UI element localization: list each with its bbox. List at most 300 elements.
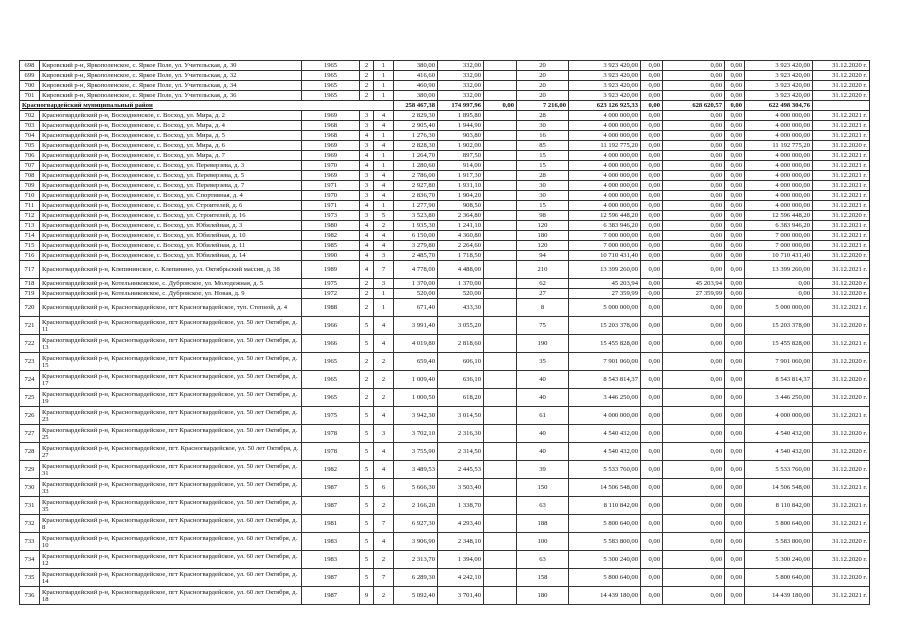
table-row — [20, 161, 870, 171]
residents-cell: 30 — [517, 121, 569, 131]
row-number-cell: 707 — [20, 161, 40, 171]
deadline-date-cell: 31.12.2021 г. — [813, 121, 870, 131]
living-area-cell: 4 293,40 — [438, 515, 484, 533]
row-number-cell: 721 — [20, 317, 40, 335]
owner-funds-cell: 0,00 — [745, 279, 813, 289]
address-cell: Красногвардейский р-н, Красногвардейское, пгт Красногвардейское, ул. 60 лет Октября, д. 10 — [40, 533, 302, 551]
table-row — [20, 371, 870, 389]
living-area-cell: 2 314,50 — [438, 443, 484, 461]
owner-funds-cell: 0,00 — [745, 289, 813, 299]
nonliving-area-cell — [484, 111, 517, 121]
address-cell: Красногвардейский р-н, Клепининское, с. Клепинино, ул. Октябрьский массив, д. 38 — [40, 261, 302, 279]
floors-cell: 5 — [360, 533, 374, 551]
residents-cell: 30 — [517, 181, 569, 191]
entrances-cell: 7 — [374, 569, 394, 587]
total-cost-cell: 5 800 640,00 — [569, 569, 641, 587]
owner-funds-cell: 7 000 000,00 — [745, 241, 813, 251]
residents-cell: 16 — [517, 131, 569, 141]
total-cost-cell: 4 540 432,00 — [569, 425, 641, 443]
address-cell: Красногвардейский р-н, Восходненское, с. Восход, ул. Юбилейная, д. 14 — [40, 251, 302, 261]
build-year-cell: 1969 — [302, 151, 360, 161]
build-year-cell: 1966 — [302, 317, 360, 335]
total-cost-cell: 10 710 431,40 — [569, 251, 641, 261]
nonliving-area-cell — [484, 335, 517, 353]
living-area-cell: 3 014,50 — [438, 407, 484, 425]
deadline-date-cell: 31.12.2021 г. — [813, 407, 870, 425]
deadline-date-cell: 31.12.2020 г. — [813, 461, 870, 479]
fund-2-cell: 0,00 — [663, 425, 725, 443]
living-area-cell: 4 360,80 — [438, 231, 484, 241]
entrances-cell: 2 — [374, 221, 394, 231]
entrances-cell: 1 — [374, 91, 394, 101]
total-area-cell: 520,00 — [394, 289, 438, 299]
fund-1-cell: 0,00 — [641, 161, 663, 171]
floors-cell: 3 — [360, 141, 374, 151]
table-row — [20, 353, 870, 371]
deadline-date-cell: 31.12.2021 г. — [813, 587, 870, 605]
fund-1-cell: 0,00 — [641, 371, 663, 389]
nonliving-area-cell — [484, 289, 517, 299]
total-cost-cell: 6 383 946,20 — [569, 221, 641, 231]
living-area-cell: 618,20 — [438, 389, 484, 407]
nonliving-area-cell — [484, 171, 517, 181]
deadline-date-cell: 31.12.2020 г. — [813, 91, 870, 101]
owner-funds-cell: 15 455 828,00 — [745, 335, 813, 353]
row-number-cell: 720 — [20, 299, 40, 317]
table-row — [20, 191, 870, 201]
table-row — [20, 289, 870, 299]
nonliving-area-cell — [484, 299, 517, 317]
total-cost-cell: 5 583 800,00 — [569, 533, 641, 551]
total-cost-cell: 3 923 420,00 — [569, 71, 641, 81]
residents-cell: 20 — [517, 71, 569, 81]
fund-1-cell: 0,00 — [641, 81, 663, 91]
fund-2-cell: 0,00 — [663, 61, 725, 71]
fund-1-cell: 0,00 — [641, 569, 663, 587]
table-row — [20, 587, 870, 605]
owner-funds-cell: 6 383 946,20 — [745, 221, 813, 231]
deadline-date-cell: 31.12.2021 г. — [813, 231, 870, 241]
table-body-top — [20, 61, 870, 101]
fund-1-cell: 0,00 — [641, 151, 663, 161]
fund-1-cell: 0,00 — [641, 71, 663, 81]
build-year-cell: 1970 — [302, 191, 360, 201]
total-cost-cell: 15 203 378,00 — [569, 317, 641, 335]
total-cost-cell: 4 000 000,00 — [569, 121, 641, 131]
floors-cell: 5 — [360, 407, 374, 425]
row-number-cell: 705 — [20, 141, 40, 151]
build-year-cell: 1981 — [302, 515, 360, 533]
residents-cell: 63 — [517, 551, 569, 569]
fund-1-cell: 0,00 — [641, 479, 663, 497]
living-area-cell: 1 370,00 — [438, 279, 484, 289]
deadline-date-cell: 31.12.2020 г. — [813, 371, 870, 389]
row-number-cell: 712 — [20, 211, 40, 221]
fund-3-cell: 0,00 — [725, 231, 745, 241]
owner-funds-cell: 5 800 640,00 — [745, 569, 813, 587]
fund-2-cell: 45 203,94 — [663, 279, 725, 289]
total-cost-cell: 5 533 760,00 — [569, 461, 641, 479]
row-number-cell: 724 — [20, 371, 40, 389]
entrances-cell: 4 — [374, 121, 394, 131]
floors-cell: 2 — [360, 71, 374, 81]
fund-1-cell: 0,00 — [641, 353, 663, 371]
deadline-date-cell: 31.12.2020 г. — [813, 443, 870, 461]
fund-2-cell: 0,00 — [663, 371, 725, 389]
fund-2-cell: 0,00 — [663, 261, 725, 279]
entrances-cell: 7 — [374, 261, 394, 279]
total-cost-cell: 12 596 448,20 — [569, 211, 641, 221]
total-area-cell: 2 836,70 — [394, 191, 438, 201]
row-number-cell: 729 — [20, 461, 40, 479]
section-owner-funds: 622 498 304,76 — [745, 101, 813, 111]
build-year-cell: 1990 — [302, 251, 360, 261]
floors-cell: 4 — [360, 151, 374, 161]
floors-cell: 2 — [360, 91, 374, 101]
fund-3-cell: 0,00 — [725, 353, 745, 371]
build-year-cell: 1975 — [302, 407, 360, 425]
deadline-date-cell: 31.12.2020 г. — [813, 425, 870, 443]
nonliving-area-cell — [484, 61, 517, 71]
build-year-cell: 1987 — [302, 497, 360, 515]
build-year-cell: 1982 — [302, 461, 360, 479]
build-year-cell: 1988 — [302, 299, 360, 317]
table-row — [20, 407, 870, 425]
table-row — [20, 533, 870, 551]
section-fund-3: 0,00 — [725, 101, 745, 111]
residents-cell: 158 — [517, 569, 569, 587]
table-row — [20, 461, 870, 479]
total-cost-cell: 27 359,99 — [569, 289, 641, 299]
address-cell: Красногвардейский р-н, Восходненское, с. Восход, ул. Юбилейная, д. 11 — [40, 241, 302, 251]
living-area-cell: 2 364,80 — [438, 211, 484, 221]
owner-funds-cell: 4 000 000,00 — [745, 181, 813, 191]
floors-cell: 2 — [360, 279, 374, 289]
total-area-cell: 2 485,70 — [394, 251, 438, 261]
row-number-cell: 718 — [20, 279, 40, 289]
row-number-cell: 699 — [20, 71, 40, 81]
living-area-cell: 433,30 — [438, 299, 484, 317]
build-year-cell: 1965 — [302, 61, 360, 71]
total-cost-cell: 4 000 000,00 — [569, 161, 641, 171]
address-cell: Красногвардейский р-н, Восходненское, с. Восход, ул. Мира, д. 6 — [40, 141, 302, 151]
owner-funds-cell: 3 923 420,00 — [745, 61, 813, 71]
build-year-cell: 1965 — [302, 389, 360, 407]
fund-1-cell: 0,00 — [641, 587, 663, 605]
living-area-cell: 1 944,90 — [438, 121, 484, 131]
living-area-cell: 4 488,00 — [438, 261, 484, 279]
fund-1-cell: 0,00 — [641, 61, 663, 71]
living-area-cell: 1 902,00 — [438, 141, 484, 151]
total-cost-cell: 15 455 828,00 — [569, 335, 641, 353]
owner-funds-cell: 4 000 000,00 — [745, 201, 813, 211]
residents-cell: 40 — [517, 443, 569, 461]
build-year-cell: 1978 — [302, 425, 360, 443]
build-year-cell: 1972 — [302, 289, 360, 299]
row-number-cell: 733 — [20, 533, 40, 551]
entrances-cell: 1 — [374, 201, 394, 211]
deadline-date-cell: 31.12.2021 г. — [813, 171, 870, 181]
fund-2-cell: 0,00 — [663, 111, 725, 121]
address-cell: Красногвардейский р-н, Красногвардейское, пгт Красногвардейское, ул. 50 лет Октября, д. 33 — [40, 479, 302, 497]
fund-1-cell: 0,00 — [641, 181, 663, 191]
total-cost-cell: 3 923 420,00 — [569, 81, 641, 91]
floors-cell: 2 — [360, 289, 374, 299]
living-area-cell: 2 316,30 — [438, 425, 484, 443]
fund-3-cell: 0,00 — [725, 461, 745, 479]
deadline-date-cell: 31.12.2020 г. — [813, 389, 870, 407]
section-row-group — [20, 101, 870, 111]
fund-1-cell: 0,00 — [641, 443, 663, 461]
row-number-cell: 726 — [20, 407, 40, 425]
entrances-cell: 1 — [374, 299, 394, 317]
nonliving-area-cell — [484, 161, 517, 171]
entrances-cell: 2 — [374, 551, 394, 569]
owner-funds-cell: 4 000 000,00 — [745, 121, 813, 131]
row-number-cell: 731 — [20, 497, 40, 515]
fund-2-cell: 0,00 — [663, 141, 725, 151]
build-year-cell: 1969 — [302, 111, 360, 121]
floors-cell: 3 — [360, 191, 374, 201]
total-area-cell: 380,00 — [394, 91, 438, 101]
floors-cell: 4 — [360, 251, 374, 261]
residents-cell: 63 — [517, 497, 569, 515]
row-number-cell: 725 — [20, 389, 40, 407]
deadline-date-cell: 31.12.2021 г. — [813, 151, 870, 161]
address-cell: Красногвардейский р-н, Восходненское, с. Восход, ул. Строителей, д. 16 — [40, 211, 302, 221]
build-year-cell: 1971 — [302, 181, 360, 191]
owner-funds-cell: 5 000 000,00 — [745, 299, 813, 317]
row-number-cell: 700 — [20, 81, 40, 91]
residents-cell: 27 — [517, 289, 569, 299]
owner-funds-cell: 8 110 842,00 — [745, 497, 813, 515]
build-year-cell: 1969 — [302, 141, 360, 151]
fund-2-cell: 0,00 — [663, 81, 725, 91]
nonliving-area-cell — [484, 201, 517, 211]
row-number-cell: 701 — [20, 91, 40, 101]
living-area-cell: 1 338,70 — [438, 497, 484, 515]
build-year-cell: 1971 — [302, 201, 360, 211]
owner-funds-cell: 4 000 000,00 — [745, 111, 813, 121]
address-cell: Красногвардейский р-н, Красногвардейское, пгт Красногвардейское, ул. 60 лет Октября, д. 8 — [40, 515, 302, 533]
table-row — [20, 279, 870, 289]
total-cost-cell: 4 000 000,00 — [569, 171, 641, 181]
fund-3-cell: 0,00 — [725, 61, 745, 71]
total-cost-cell: 8 110 842,00 — [569, 497, 641, 515]
table-row — [20, 335, 870, 353]
total-area-cell: 1 935,30 — [394, 221, 438, 231]
total-area-cell: 1 009,40 — [394, 371, 438, 389]
nonliving-area-cell — [484, 389, 517, 407]
total-cost-cell: 8 543 814,37 — [569, 371, 641, 389]
address-cell: Красногвардейский р-н, Восходненское, с. Восход, ул. Переверзева, д. 3 — [40, 161, 302, 171]
floors-cell: 5 — [360, 569, 374, 587]
total-area-cell: 2 166,20 — [394, 497, 438, 515]
living-area-cell: 903,80 — [438, 131, 484, 141]
fund-3-cell: 0,00 — [725, 211, 745, 221]
entrances-cell: 1 — [374, 161, 394, 171]
owner-funds-cell: 8 543 814,37 — [745, 371, 813, 389]
fund-2-cell: 0,00 — [663, 251, 725, 261]
row-number-cell: 703 — [20, 121, 40, 131]
residents-cell: 120 — [517, 221, 569, 231]
floors-cell: 5 — [360, 443, 374, 461]
deadline-date-cell: 31.12.2021 г. — [813, 181, 870, 191]
floors-cell: 3 — [360, 121, 374, 131]
row-number-cell: 735 — [20, 569, 40, 587]
nonliving-area-cell — [484, 461, 517, 479]
table-row — [20, 389, 870, 407]
deadline-date-cell: 31.12.2021 г. — [813, 111, 870, 121]
nonliving-area-cell — [484, 221, 517, 231]
fund-1-cell: 0,00 — [641, 221, 663, 231]
table-row — [20, 81, 870, 91]
floors-cell: 3 — [360, 181, 374, 191]
address-cell: Красногвардейский р-н, Восходненское, с. Восход, ул. Строителей, д. 6 — [40, 201, 302, 211]
fund-2-cell: 0,00 — [663, 191, 725, 201]
total-area-cell: 3 489,53 — [394, 461, 438, 479]
fund-2-cell: 27 359,99 — [663, 289, 725, 299]
owner-funds-cell: 4 000 000,00 — [745, 171, 813, 181]
fund-1-cell: 0,00 — [641, 407, 663, 425]
row-number-cell: 732 — [20, 515, 40, 533]
living-area-cell: 2 264,60 — [438, 241, 484, 251]
fund-1-cell: 0,00 — [641, 279, 663, 289]
fund-2-cell: 0,00 — [663, 171, 725, 181]
entrances-cell: 7 — [374, 515, 394, 533]
table-body-main — [20, 111, 870, 605]
deadline-date-cell: 31.12.2021 г. — [813, 241, 870, 251]
residents-cell: 94 — [517, 251, 569, 261]
fund-3-cell: 0,00 — [725, 279, 745, 289]
living-area-cell: 1 241,10 — [438, 221, 484, 231]
build-year-cell: 1987 — [302, 569, 360, 587]
total-cost-cell: 11 192 775,20 — [569, 141, 641, 151]
total-area-cell: 5 092,40 — [394, 587, 438, 605]
section-fund-2: 628 620,57 — [663, 101, 725, 111]
nonliving-area-cell — [484, 181, 517, 191]
row-number-cell: 710 — [20, 191, 40, 201]
total-area-cell: 416,60 — [394, 71, 438, 81]
entrances-cell: 3 — [374, 251, 394, 261]
table-row — [20, 71, 870, 81]
section-header-row — [20, 101, 870, 111]
owner-funds-cell: 3 923 420,00 — [745, 71, 813, 81]
nonliving-area-cell — [484, 317, 517, 335]
total-cost-cell: 5 000 000,00 — [569, 299, 641, 317]
nonliving-area-cell — [484, 131, 517, 141]
entrances-cell: 1 — [374, 81, 394, 91]
nonliving-area-cell — [484, 211, 517, 221]
floors-cell: 2 — [360, 353, 374, 371]
fund-1-cell: 0,00 — [641, 551, 663, 569]
entrances-cell: 4 — [374, 407, 394, 425]
address-cell: Кировский р-н, Яркополенское, с. Яркое Поле, ул. Учительская, д. 36 — [40, 91, 302, 101]
address-cell: Красногвардейский р-н, Восходненское, с. Восход, ул. Мира, д. 7 — [40, 151, 302, 161]
nonliving-area-cell — [484, 91, 517, 101]
total-area-cell: 3 702,10 — [394, 425, 438, 443]
address-cell: Красногвардейский р-н, Восходненское, с. Восход, ул. Мира, д. 5 — [40, 131, 302, 141]
address-cell: Красногвардейский р-н, Восходненское, с. Восход, ул. Юбилейная, д. 3 — [40, 221, 302, 231]
address-cell: Красногвардейский р-н, Красногвардейское, пгт. Красногвардейское, ул. 50 лет Октября, д. 27 — [40, 443, 302, 461]
row-number-cell: 722 — [20, 335, 40, 353]
total-area-cell: 1 277,90 — [394, 201, 438, 211]
deadline-date-cell: 31.12.2021 г. — [813, 299, 870, 317]
deadline-date-cell: 31.12.2021 г. — [813, 221, 870, 231]
address-cell: Красногвардейский р-н, Красногвардейское, пгт Красногвардейское, ул. 50 лет Октября, д. 23 — [40, 407, 302, 425]
owner-funds-cell: 4 000 000,00 — [745, 191, 813, 201]
fund-2-cell: 0,00 — [663, 515, 725, 533]
deadline-date-cell: 31.12.2021 г. — [813, 161, 870, 171]
row-number-cell: 709 — [20, 181, 40, 191]
fund-1-cell: 0,00 — [641, 389, 663, 407]
fund-3-cell: 0,00 — [725, 569, 745, 587]
build-year-cell: 1982 — [302, 231, 360, 241]
total-area-cell: 4 019,80 — [394, 335, 438, 353]
total-area-cell: 2 905,40 — [394, 121, 438, 131]
floors-cell: 3 — [360, 111, 374, 121]
residents-cell: 210 — [517, 261, 569, 279]
residents-cell: 61 — [517, 407, 569, 425]
row-number-cell: 708 — [20, 171, 40, 181]
table-row — [20, 121, 870, 131]
living-area-cell: 2 445,53 — [438, 461, 484, 479]
entrances-cell: 4 — [374, 141, 394, 151]
total-cost-cell: 4 000 000,00 — [569, 181, 641, 191]
floors-cell: 9 — [360, 587, 374, 605]
residents-cell: 15 — [517, 161, 569, 171]
address-cell: Красногвардейский р-н, Восходненское, с. Восход, ул. Переверзева, д. 7 — [40, 181, 302, 191]
floors-cell: 4 — [360, 221, 374, 231]
total-area-cell: 3 279,80 — [394, 241, 438, 251]
build-year-cell: 1969 — [302, 171, 360, 181]
residents-cell: 20 — [517, 61, 569, 71]
build-year-cell: 1985 — [302, 241, 360, 251]
deadline-date-cell: 31.12.2021 г. — [813, 191, 870, 201]
entrances-cell: 2 — [374, 353, 394, 371]
table-row — [20, 131, 870, 141]
owner-funds-cell: 5 583 800,00 — [745, 533, 813, 551]
nonliving-area-cell — [484, 515, 517, 533]
fund-1-cell: 0,00 — [641, 231, 663, 241]
deadline-date-cell: 31.12.2021 г. — [813, 201, 870, 211]
floors-cell: 5 — [360, 335, 374, 353]
entrances-cell: 1 — [374, 289, 394, 299]
deadline-date-cell: 31.12.2020 г. — [813, 61, 870, 71]
entrances-cell: 1 — [374, 131, 394, 141]
build-year-cell: 1966 — [302, 335, 360, 353]
fund-3-cell: 0,00 — [725, 587, 745, 605]
fund-3-cell: 0,00 — [725, 151, 745, 161]
table-row — [20, 111, 870, 121]
fund-2-cell: 0,00 — [663, 131, 725, 141]
nonliving-area-cell — [484, 151, 517, 161]
residents-cell: 120 — [517, 241, 569, 251]
floors-cell: 4 — [360, 201, 374, 211]
total-area-cell: 2 829,30 — [394, 111, 438, 121]
living-area-cell: 3 055,20 — [438, 317, 484, 335]
total-area-cell: 1 370,00 — [394, 279, 438, 289]
nonliving-area-cell — [484, 71, 517, 81]
address-cell: Красногвардейский р-н, Красногвардейское, пгт Красногвардейское, ул. 60 лет Октября, д. 18 — [40, 587, 302, 605]
row-number-cell: 713 — [20, 221, 40, 231]
row-number-cell: 702 — [20, 111, 40, 121]
row-number-cell: 698 — [20, 61, 40, 71]
floors-cell: 5 — [360, 479, 374, 497]
fund-3-cell: 0,00 — [725, 111, 745, 121]
nonliving-area-cell — [484, 551, 517, 569]
living-area-cell: 1 895,80 — [438, 111, 484, 121]
